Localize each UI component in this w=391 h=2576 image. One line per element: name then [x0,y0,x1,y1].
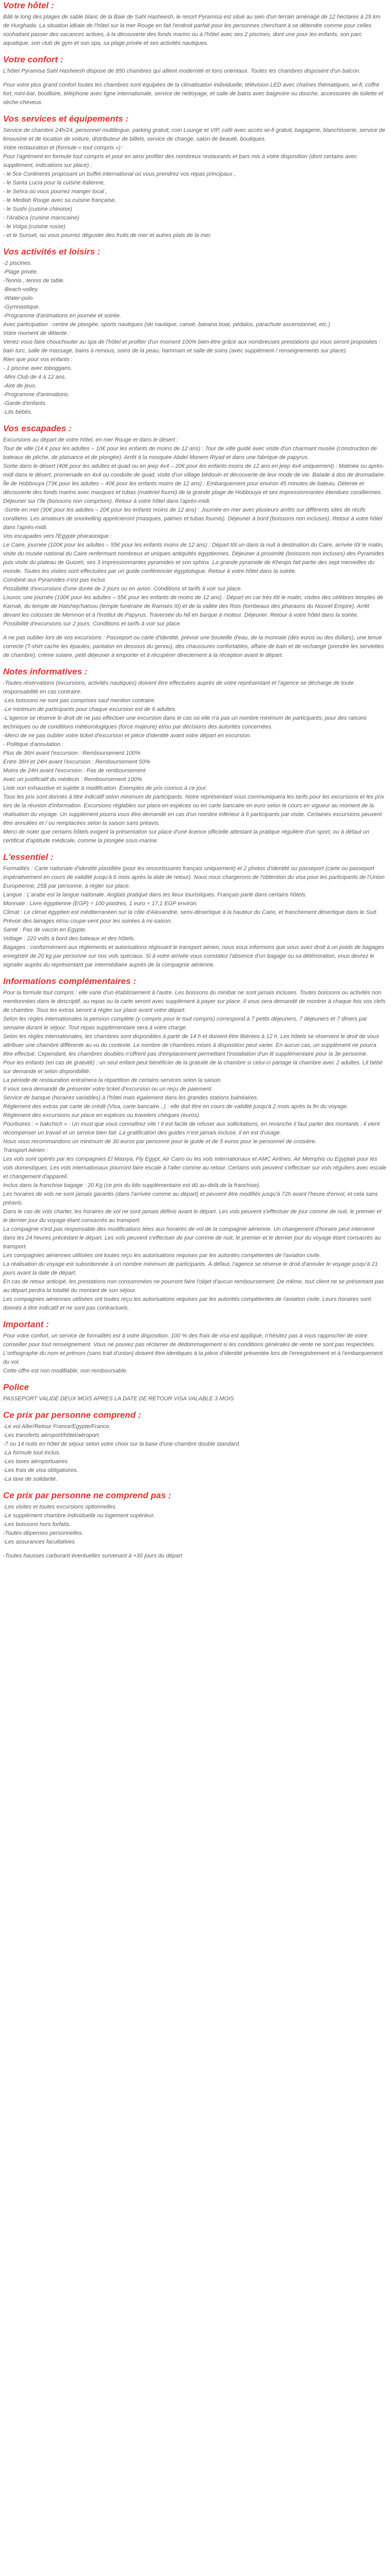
text-line: Les vols sont opérés par les compagnies El Masrya, Fly Egypt, Air Cairo ou les vols Internationaux et AMC Airlines. Air Memphis ou Egyptair pour les vols domestiques. Les vols internationaux pourront faire escale à l'aller comme au retour. Certains vols peuvent s'effectuer sur vols réguliers avec escale et changement d'appareil. [3,1156,386,1180]
text-line: Combiné aux Pyramides n'est pas inclus [3,577,105,583]
text-line: Pour votre plus grand confort toutes les chambres sont équipées de la climatisation individuelle, télévision LED avec chaînes thématiques, wi-fi, coffre fort, mini-bar, bouilloire, téléphone avec ligne internationale, service de nettoyage, et salle de bains avec baignoire ou douche, accessoires de toilette et sèche-cheveux. [3,82,383,106]
section-title: Votre hôtel : [3,1,54,10]
text-line: Service de chambre 24h/24, personnel multilingue, parking gratuit, coin Lounge et VIP, café avec accès wi-fi gratuit, bagagerie, blanchisserie, service de limousine et de location de voiture, distributeur de billets, service de change, salon de beauté, boutiques. [3,127,385,142]
text-line: Règlement des excursions sur place en espèces ou travelers chèques (euros). [3,1112,201,1118]
text-line: - 1 piscine avec toboggans. [3,365,72,371]
section-notes [3,666,387,845]
text-line: Moins de 24H avant l'excursion : Pas de remboursement [3,768,146,774]
text-line: Voltage : 220 volts à bord des bateaux et des hôtels. [3,936,135,942]
text-line: La compagnie n'est pas responsable des modifications liées aux horaires de vol de la compagnie aérienne. Un changement d'horaire peut intervenir dans les 24 heures précédant le départ. Les vols peuvent s'effectuer de jour comme de nuit, le premier et le dernier jour du voyage étant consacrés au transport. [3,1226,381,1250]
text-line: - le Sushi (cuisine chinoise) [3,206,72,212]
text-line: -Programme d'animations. [3,392,70,398]
text-line: -Mini Club de 4 à 12 ans. [3,374,67,380]
text-line: -Beach-volley. [3,286,39,293]
paragraph [3,81,387,107]
text-line: -Tennis , tennis de table. [3,278,65,284]
text-line: Dans le cas de vols charter, les horaires de vol ne sont jamais définis avant le départ. Les vols peuvent s'effectuer de jour comme de nuit, le premier et le dernier jour du voyage étant consacrés au transport. [3,1209,382,1224]
paragraph [3,126,387,240]
paragraph [3,679,387,845]
text-line: - et le Sunset, où vous pourrez déguster des fruits de mer et autres plats de la mer. [3,232,212,239]
section-infos [3,976,387,1313]
section-title: Notes informatives : [3,667,88,676]
section-title: Ce prix par personne comprend : [3,1410,141,1420]
text-line: L'orthographe du nom et prénom (sans trait d'union) doivent être identiques à la pièce d'identité présentée lors de l'enregistrement et à l'embarquement du vol. [3,1350,383,1365]
paragraph [3,13,387,48]
section-essentiel [3,852,387,970]
paragraph [3,634,387,660]
text-line: -Toutes hausses carburant éventuelles survenant à +30 jours du départ [3,1553,183,1559]
paragraph [3,1552,387,1561]
text-line: -Lits bébés. [3,409,32,415]
text-line: Sortie dans le désert (40€ pour les adultes et quad ou en jeep 4x4 – 20€ pour les enfants moins de 12 ans en jeep 4x4 uniquement) : Matinée ou après-midi dans le désert, promenade en 4x4 ou conduite de quad, visite d'un village bédouin et découverte de leur mode de vie. Balade à dos de dromadaire. [3,463,385,478]
text-line: Santé : Pas de vaccin en Egypte. [3,927,87,933]
text-line: Pour l'agrément en formule tout compris et pour en ainsi profiter des nombreux restaurants et bars mis à votre disposition (dont certains avec supplément, indications sur place) : [3,154,357,168]
text-line: Service de banque (horaires variables) à l'hôtel mais également dans les grandes stations balnéaires. [3,1095,258,1101]
text-line: -Les boissons ne sont pas comprises sauf mention contraire. [3,698,156,704]
text-line: -Les taxes aéroportuaires. [3,1459,69,1465]
text-line: PASSEPORT VALIDE DEUX MOIS APRES LA DATE DE RETOUR VISA VALABLE 3 MOIS [3,1396,234,1402]
text-line: - le Sehra où vous pourrez manger local , [3,189,107,195]
text-line: Règlement des extras par carte de crédit (Visa, carte bancaire...) : elle doit être en cours de validité jusqu'à 2 mois après la fin du voyage. [3,1104,348,1110]
section-title: L'essentiel : [3,852,54,862]
section-services [3,113,387,240]
text-line: Climat : Le climat égyptien est méditerranéen sur la côte d'Alexandrie, semi-désertique à la hauteur du Caire, et franchement désertique dans le Sud. Prévoir des lainages et/ou coupe-vent pour les soirées à mi-saison. [3,909,378,924]
text-line: Rien que pour vos enfants : [3,357,73,363]
paragraph [3,259,387,417]
text-line: Merci de noter que certains hôtels exigent la présentation sur place d'une licence officielle attestant la pratique régulière d'un sport, ou à défaut un certificat d'aptitude médicale, comme la plongée sous-marine. [3,829,369,844]
section-title: Ce prix par personne ne comprend pas : [3,1490,171,1500]
section-prix-non-compris [3,1490,387,1561]
paragraph [3,436,387,629]
text-line: -La formule tout inclus. [3,1450,61,1456]
section-title: Vos activités et loisirs : [3,247,101,257]
text-line: Transport Aérien : [3,1147,48,1154]
text-line: -Garde d'enfants. [3,400,47,406]
text-line: Inclus dans la franchise bagage : 20 Kg (ce prix du kilo supplémentaire est dû au-delà de la franchise). [3,1182,260,1189]
text-line: Monnaie : Livre égyptienne (EGP) = 100 piastres, 1 euro = 17,1 EGP environ. [3,901,198,907]
section-prix-compris [3,1410,387,1484]
text-line: Possibilité d'excursions d'une durée de 2 jours ou en avion. Conditions et tarifs à voir sur place. [3,586,242,592]
text-line: -Toutes dépenses personnelles. [3,1530,84,1536]
text-line: Île de Hobbouya (73€ pour les adultes – 40€ pour les enfants moins de 12 ans) : Embarquement pour environ 45 minutes de bateau. Détente et découverte des fonds marins avec masques et tubas (matériel fourni) de la grande plage de Hobbouya et ses impressionnantes étendues coralliennes. Déjeuner sur l'île (boissons non comprises). Retour à votre hôtel dans l'après-midi. [3,481,382,504]
text-line: Bagages : conformément aux règlements et autorisations régissant le transport aérien, nous vous informons que vous avez droit à un poids de bagages enregistré de 20 kg par personne sur nos vols spéciaux. Si à votre arrivée vous constatez l'absence d'un bagage ou sa détérioration, vous devrez le signaler auprès du représentant par intermédiaire auprès de la compagnie aérienne. [3,944,384,968]
section-activites [3,246,387,417]
section-important [3,1319,387,1376]
text-line: -Le minimum de participants pour chaque excursion est de 6 adultes. [3,706,177,713]
text-line: Possibilité d'excursions sur 2 jours. Conditions et tarifs à voir sur place. [3,621,182,627]
text-line: En cas de retour anticipé, les prestations non consommées ne pourront faire l'objet d'aucun remboursement. De même, tout client ne se présentant pas au départ perdra la totalité du montant de son séjour. [3,1279,384,1294]
text-line: Les compagnies aériennes utilisées ont toutes reçu les autorisations requises par les autorités compétentes de l'aviation civile. [3,1252,321,1259]
text-line: -Toutes réservations (excursions, activités nautiques) doivent être effectuées auprès de votre représentant et l'agence se décharge de toute responsabilité en cas contraire. [3,680,354,695]
paragraph [3,989,387,1313]
text-line: -Le vol Aller/Retour France/Egypte/France. [3,1423,111,1430]
section-police [3,1382,387,1403]
text-line: - l'Arabica (cuisine marocaine) [3,215,79,221]
text-line: Avec un justificatif du médecin : Remboursement 100% [3,776,142,783]
section-confort [3,54,387,107]
text-line: La période de restauration entraînera la répartition de certains services selon la saison. [3,1077,222,1083]
section-title: Vos escapades : [3,423,72,433]
text-line: Entre 36H et 24H avant l'excursion : Remboursement 50% [3,759,151,765]
paragraph [3,1503,387,1547]
text-line: Excursions au départ de votre hôtel, en mer Rouge et dans le désert : [3,437,178,443]
text-line: Langue : L'arabe est la langue nationale. Anglais pratiqué dans les lieux touristiques. Français parlé dans certains hôtels. [3,892,307,898]
paragraph [3,1332,387,1376]
text-line: Pour les enfants (en cas de gratuité) : un seul enfant peut bénéficier de la gratuité de la chambre si celui-ci partage la chambre avec 2 adultes. Lit bébé sur demande et selon disponibilité. [3,1060,383,1075]
text-line: A ne pas oublier lors de vos excursions : Passeport ou carte d'identité, prévoir une bouteille d'eau, de la monnaie (des euros ou des dollars), une tenue correcte (T-shirt cache les épaules, pantalon en dessous du genou), des chaussures confortables, affaire de bain et de rechange (prendre les serviettes de chambre), crème solaire, petit déjeuner à emporter et à récupérer directement à la réception avant le départ. [3,635,384,658]
section-title: Informations complémentaires : [3,976,136,986]
text-line: -Le supplément chambre individuelle ou logement supérieur. [3,1513,155,1519]
text-line: -Les visites et toutes excursions optionnelles. [3,1504,117,1510]
text-line: Louxor, une journée (100€ pour les adultes – 55€ pour les enfants de moins de 12 ans) : Départ en car très tôt le matin, visites des célèbres temples de Karnak, du temple de Hatshep'hatsou (temple funéraire de Ramsès III) et de la vallée des Rois (tombeaux des pharaons du Nouvel Empire). Arrêt devant les colosses de Memnon et à l'institut de Papyrus. Traversée du Nil en barque à moteur. Déjeuner. Retour à votre hôtel dans la soirée. [3,595,383,618]
paragraph [3,865,387,970]
text-line: -Water-polo. [3,295,35,301]
text-line: La réalisation du voyage est subordonnée à un nombre minimum de participants. À défaut, l'agence se réserve le droit d'annuler le voyage jusqu'à 21 jours avant la date de départ. [3,1261,378,1276]
text-line: Selon les règles internationales, les chambres sont disponibles à partir de 14 h et doivent être libérées à 12 h. Les hôtels se réservent le droit de vous attribuer une chambre différente au vu du contexte. Le nombre de chambres mises à disposition peut varier. En aucun cas, un supplément ne pourra être effectué. Cependant, les chambres doubles n'offrent pas d'emplacement permettant l'installation d'un lit supplémentaire pour la 3e personne. [3,1033,379,1057]
text-line: - le Mediah Rouge avec sa cuisine française, [3,197,116,204]
text-line: -Les transferts aéroport/hôtel/aéroport. [3,1432,101,1438]
text-line: Tour de ville (14 € pour les adultes – 10€ pour les enfants de moins de 12 ans) : Tour de ville guidé avec visite d'un charmant musée (construction de bateaux de pêche, de plaisance et de plongée). Arrêt à la mosquée Abdel Monem Riyad et dans une fabrique de papyrus. [3,446,377,461]
text-line: -Gymnastique. [3,304,40,310]
text-line: -7 ou 14 nuits en hôtel de séjour selon votre choix sur la base d'une chambre double standard. [3,1441,241,1447]
text-line: Le Caire, journée (100€ pour les adultes – 55€ pour les enfants moins de 12 ans) : Départ tôt un dans la nuit à destination du Caire, arrivée tôt le matin, visite du musée national du Caire renfermant nombreux et uniques antiquités égyptiennes. Déjeuner à proximité (boissons non incluses) des Pyramides puis visite du plateau de Guizeh, ses 3 impressionnantes pyramides et son sphinx. La grande pyramide de Kheops fait partie des sept merveilles du monde. Toutes les visites sont effectuées par un guide conférencier égyptologue. Retour à votre hôtel dans la soirée. [3,542,384,574]
text-line: Venez vous faire chouchouter au spa de l'hôtel et profiter d'un moment 100% bien-être grâce aux nombreuses prestations qui vous seront proposées : bain turc, salle de massage, bains à remous, soins de la peau, hammam et salle de soins (avec supplément / renseignements sur place). [3,339,381,354]
text-line: Vos escapades vers l'Egypte pharaonique : [3,533,112,539]
paragraph [3,1422,387,1484]
section-title: Important : [3,1319,49,1329]
text-line: - le Santa Lucia pour la cuisine italienne, [3,180,105,186]
text-line: -L'agence se réserve le droit de ne pas effectuer une excursion dans le cas où elle n'a pas un nombre minimum de participants, pour des raisons techniques ou de conditions météorologiques (force majeure) et/ou par décisions des autorités concernées. [3,715,367,730]
text-line: Selon les règles internationales la pension complète (y compris pour le tout compris) correspond à 7 petits déjeuners, 7 déjeuners et 7 dîners par semaine durant le séjour. Tout repas supplémentaire sera à votre charge. [3,1016,367,1031]
text-line: -Merci de ne pas oublier votre ticket d'excursion et pièce d'identité avant votre départ en excursion. [3,733,252,739]
text-line: Les compagnies aériennes utilisées ont toutes reçu les autorisations requises par les autorités compétentes de l'aviation civile. Leurs horaires sont donnés à titre indicatif et ne sont pas contractuels. [3,1296,371,1311]
section-hotel [3,0,387,48]
text-line: -Les assurances facultatives. [3,1539,76,1545]
text-line: Les horaires de vols ne sont jamais garantis (dans l'arrivée comme au départ) et peuvent être modifiés jusqu'à 72h avant l'heure d'envol, et cela sans préavis. [3,1191,378,1206]
paragraph [3,1395,387,1403]
text-line: Votre moment de détente : [3,330,70,336]
text-line: -Programme d'animations en journée et soirée. [3,313,121,319]
text-line: -Aire de jeux. [3,383,37,389]
text-line: Avec participation : centre de plongée, sports nautiques (ski nautique, canoë, banana boat, pédalos, parachute ascensionnel, etc.) [3,321,330,328]
text-line: Pourboires : « bakchich » : Un must que vous connaîtrez vite ! Il est facile de refuser aux sollicitations, en revanche il faut parler des montants : il vient récompenser un travail et un service bien fait. La gratification des guides n'est jamais incluse, il en est d'usage. [3,1121,380,1136]
text-line: -Les frais de visa obligatoires. [3,1467,78,1473]
section-title: Votre confort : [3,55,63,64]
text-line: -La taxe de solidarité. [3,1476,58,1482]
section-title: Police [3,1382,29,1392]
text-line: Liste non exhaustive et sujette à modification. Exemples de prix connus à ce jour. [3,785,207,791]
text-line: -Sortie en mer (30€ pour les adultes – 20€ pour les enfants moins de 12 ans) : Journée en mer avec plusieurs arrêts sur différents sites de récifs coralliens. Les amateurs de snorkelling apprécieront (masques, palmes et tubas fournis). Déjeuner à bord (boissons non incluses). Retour à votre hôtel dans l'après-midi. [3,507,382,531]
text-line: Il vous sera demandé de présenter votre ticket d'excursion ou un reçu de paiement. [3,1086,213,1092]
text-line: - le 5ce Continents proposant un buffet international où vous prendrez vos repas principaux , [3,171,236,177]
text-line: Pour votre confort, un service de formalités est à votre disposition. 100 % des frais de visa est appliqué, n'hésitez pas à vous rapprocher de votre conseiller pour tout renseignement. Vous ne pouvez pas réclamer de dédommagement si les conditions générales de vente ne sont pas respectées. [3,1333,376,1348]
text-line: Formalités : Carte nationale d'identité plastifiée (pour les ressortissants français uniquement) et 2 photos d'identité ou passeport (carte ou passeport impérativement en cours de validité jusqu'à 6 mois après la date de retour). Nous nous chargerons de l'obtention du visa pour les participants de l'Union Européenne, 25$ par personne, à régler sur place. [3,866,385,889]
text-line: - le Volga (cuisine russe) [3,224,66,230]
section-title: Vos services et équipements : [3,114,129,124]
text-line: Nous vous recommandons un minimum de 30 euros par personne pour le guide et de 5 euros pour le personnel de croisière. [3,1139,317,1145]
section-escapades [3,423,387,660]
text-line: -Les boissons hors forfaits. [3,1521,71,1528]
text-line: -2 piscines. [3,260,32,266]
paragraph [3,67,387,76]
text-line: - Politique d'annulation : [3,741,64,748]
text-line: -Plage privée. [3,269,38,275]
text-line: Pour la formule tout compris : elle varie d'un établissement à l'autre. Les boissons du minibar ne sont jamais incluses. Toutes boissons ou activités non mentionnées dans le descriptif, au repas ou la carte seront avec supplément à payer sur place. Il vous sera demandé de montrer à chaque fois vos clefs de chambre. Tous les extras seront à régler sur place avant votre départ. [3,990,386,1013]
text-line: Plus de 36H avant l'excursion : Remboursement 100% [3,750,141,756]
text-line: Bâti le long des plages de sable blanc de la Baie de Sahl Hasheesh, le resort Pyramisa est situé au sein d'un terrain aménagé de 12 hectares à 25 km de Hurghada. La situation idéale de l'hôtel sur la mer Rouge en fait l'endroit parfait pour les personnes cherchant à se détendre comme pour celles souhaitant passer des vacances actives, à la découverte des fonds marins ou à l'hôtel avec ses 2 piscines, dont une pour les enfants, son parc aquatique, son club de gym et son spa, sa plage privée et ses activités nautiques. [3,14,381,46]
text-line: Votre restauration et (formule « tout compris ») : [3,145,124,151]
text-line: L'hôtel Pyramisa Sahl Hasheesh dispose de 850 chambres qui allient modernité et tons orientaux. Toutes les chambres disposent d'un balcon. [3,68,361,74]
text-line: Cette offre est non modifiable, non remboursable. [3,1368,128,1374]
text-line: Tous les prix sont donnés à titre indicatif selon minimum de participants. Notre représentant vous communiquera les tarifs pour les excursions et les prix lors de la réunion d'information. Excursions réglables sur place en espèces ou en carte bancaire en euro selon le cours en vigueur au moment de la réalisation du voyage. Un supplément pourra vous être demandé en cas d'un nombre inférieur à 6 participants par visite. Certaines excursions peuvent être annulées et / ou remplacées selon la saison sans préavis. [3,794,384,826]
